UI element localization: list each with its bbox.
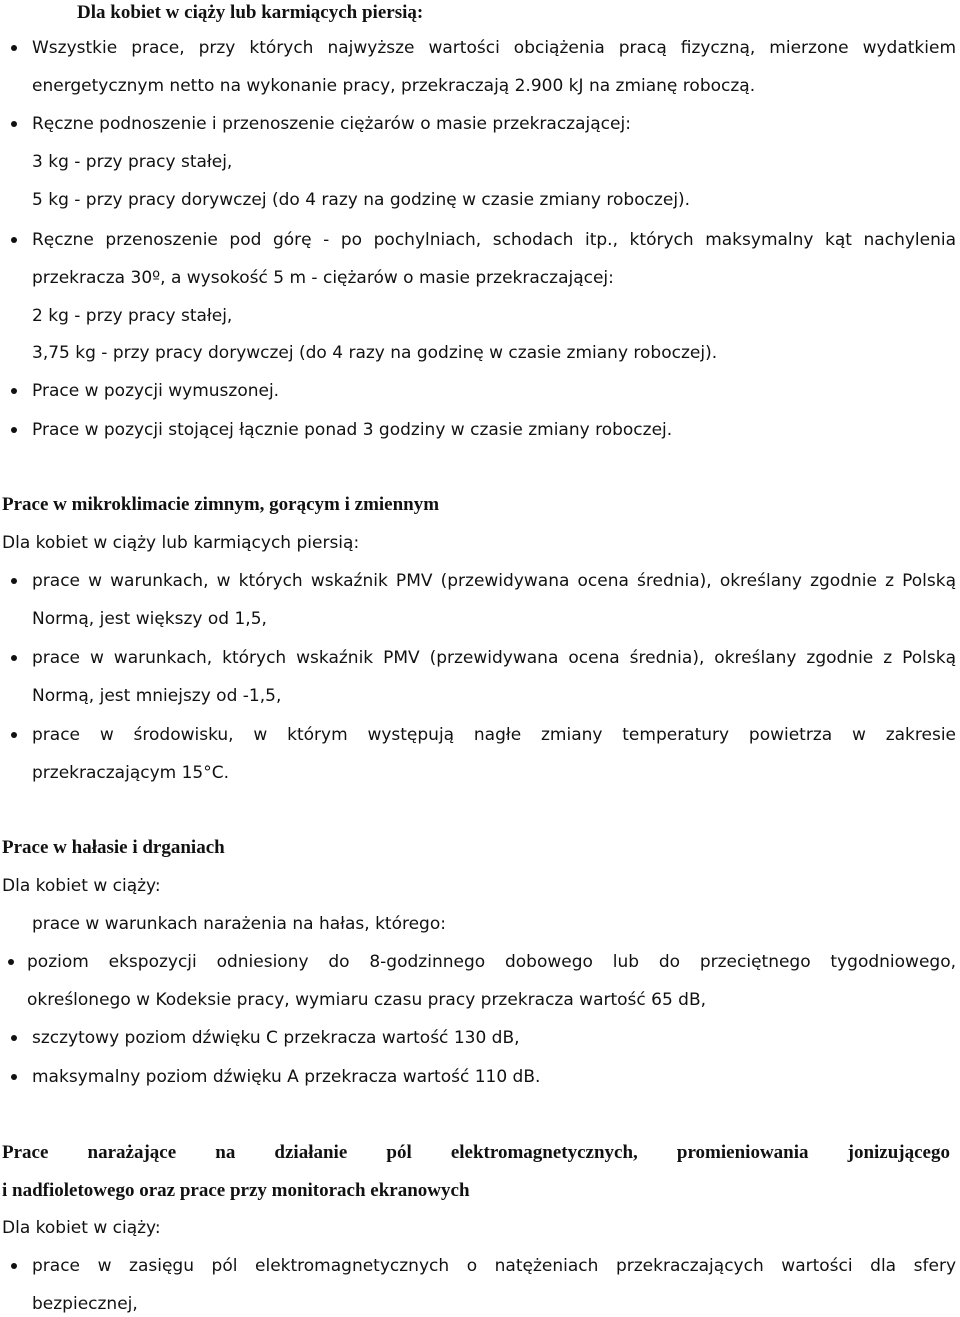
section4-subtitle: Dla kobiet w ciąży: (2, 1218, 161, 1238)
section3-subtitle: Dla kobiet w ciąży: (2, 876, 161, 896)
section3-intro: prace w warunkach narażenia na hałas, którego: (32, 914, 446, 934)
bullet-icon (11, 578, 17, 584)
bullet-icon (11, 121, 17, 127)
s2-b3-line1: prace w środowisku, w którym występują nagłe zmiany temperatury powietrza w zakresie (32, 725, 956, 745)
s1-b1-line2: energetycznym netto na wykonanie pracy, przekraczają 2.900 kJ na zmianę roboczą. (32, 76, 756, 96)
bullet-icon (11, 45, 17, 51)
s1-b3-line2: przekracza 30º, a wysokość 5 m - ciężarów o masie przekraczającej: (32, 268, 614, 288)
bullet-icon (11, 427, 17, 433)
section3-title: Prace w hałasie i drganiach (2, 837, 225, 858)
bullet-icon (8, 959, 14, 965)
s1-b1-line1: Wszystkie prace, przy których najwyższe wartości obciążenia pracą fizyczną, mierzone wydatkiem (32, 38, 956, 58)
s4-b1-line1: prace w zasięgu pól elektromagnetycznych o natężeniach przekraczających wartości dla sfery (32, 1256, 956, 1276)
bullet-icon (11, 1263, 17, 1269)
s3-b3: maksymalny poziom dźwięku A przekracza wartość 110 dB. (32, 1067, 541, 1087)
s1-b3-line4: 3,75 kg - przy pracy dorywczej (do 4 razy na godzinę w czasie zmiany roboczej). (32, 343, 718, 363)
s2-b3-line2: przekraczającym 15°C. (32, 763, 230, 783)
s4-b1-line2: bezpiecznej, (32, 1294, 138, 1314)
s1-b2-line2: 3 kg - przy pracy stałej, (32, 152, 233, 172)
section2-subtitle: Dla kobiet w ciąży lub karmiących piersią: (2, 533, 360, 553)
s2-b2-line2: Normą, jest mniejszy od -1,5, (32, 686, 282, 706)
bullet-icon (11, 1035, 17, 1041)
section2-title: Prace w mikroklimacie zimnym, gorącym i zmiennym (2, 494, 440, 515)
s1-b2-line1: Ręczne podnoszenie i przenoszenie ciężarów o masie przekraczającej: (32, 114, 631, 134)
s3-b2: szczytowy poziom dźwięku C przekracza wartość 130 dB, (32, 1028, 520, 1048)
s3-b1-line1: poziom ekspozycji odniesiony do 8-godzinnego dobowego lub do przeciętnego tygodniowego, (27, 952, 956, 972)
bullet-icon (11, 655, 17, 661)
s1-b4: Prace w pozycji wymuszonej. (32, 381, 280, 401)
section4-title-line2: i nadfioletowego oraz prace przy monitorach ekranowych (2, 1180, 470, 1201)
section1-heading: Dla kobiet w ciąży lub karmiących piersią: (77, 2, 424, 23)
bullet-icon (11, 388, 17, 394)
s2-b1-line1: prace w warunkach, w których wskaźnik PMV (przewidywana ocena średnia), określany zgodnie z Polską (32, 571, 956, 591)
s2-b1-line2: Normą, jest większy od 1,5, (32, 609, 267, 629)
s3-b1-line2: określonego w Kodeksie pracy, wymiaru czasu pracy przekracza wartość 65 dB, (27, 990, 707, 1010)
bullet-icon (11, 732, 17, 738)
s1-b2-line3: 5 kg - przy pracy dorywczej (do 4 razy na godzinę w czasie zmiany roboczej). (32, 190, 691, 210)
bullet-icon (11, 237, 17, 243)
s1-b3-line1: Ręczne przenoszenie pod górę - po pochylniach, schodach itp., których maksymalny kąt nachylenia (32, 230, 956, 250)
s2-b2-line1: prace w warunkach, których wskaźnik PMV (przewidywana ocena średnia), określany zgodnie z Polską (32, 648, 956, 668)
section4-title-line1: Prace narażające na działanie pól elektromagnetycznych, promieniowania jonizującego (2, 1142, 950, 1163)
bullet-icon (11, 1074, 17, 1080)
s1-b3-line3: 2 kg - przy pracy stałej, (32, 306, 233, 326)
s1-b5: Prace w pozycji stojącej łącznie ponad 3 godziny w czasie zmiany roboczej. (32, 420, 673, 440)
